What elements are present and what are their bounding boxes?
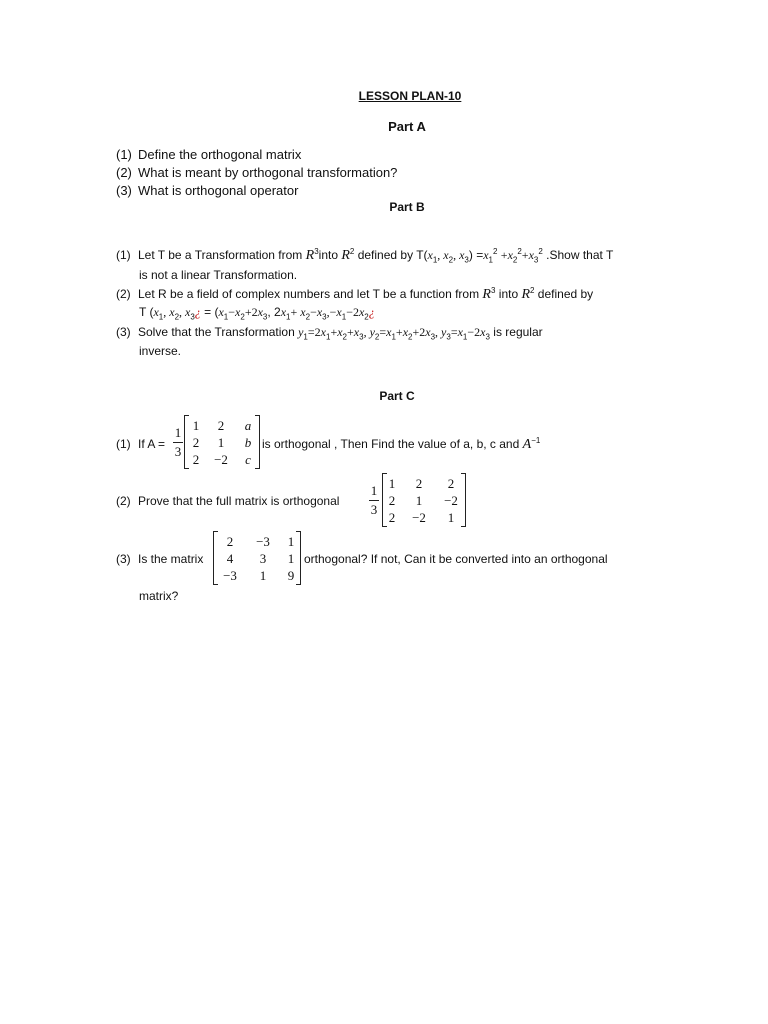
part-b-question-2: (2) Let R be a field of complex numbers and let T be a function from $R^3$ into $R^2$ defined by bbox=[116, 286, 594, 302]
part-c-q1-fraction: 1 3 bbox=[174, 425, 182, 459]
part-a-heading: Part A bbox=[388, 119, 426, 134]
part-c-q3-matrix: 2 −3 1 4 3 1 −3 1 9 bbox=[213, 531, 301, 585]
part-c-question-3-prefix: (3) Is the matrix bbox=[116, 552, 204, 566]
part-c-question-3-line2: matrix? bbox=[139, 589, 179, 603]
part-b-question-3: (3) Solve that the Transformation $y_1=2x_1+x_2+x_3$, $y_2=x_1+x_2+2x_3$, $y_3=x_1-2x_3$ is regular bbox=[116, 325, 543, 342]
part-c-question-3-text: orthogonal? If not, Can it be converted into an orthogonal bbox=[304, 552, 608, 566]
part-a-item-1: (1) Define the orthogonal matrix bbox=[116, 147, 302, 162]
part-c-question-2-text: (2) Prove that the full matrix is orthogonal bbox=[116, 494, 340, 508]
document-title: LESSON PLAN-10 bbox=[358, 89, 462, 103]
part-b-question-1-line2: is not a linear Transformation. bbox=[139, 268, 298, 282]
part-c-q2-fraction: 1 3 bbox=[370, 483, 378, 517]
part-a-item-2: (2) What is meant by orthogonal transformation? bbox=[116, 165, 398, 180]
part-c-q1-matrix: 1 2 a 2 1 b 2 −2 c bbox=[184, 415, 260, 469]
part-b-question-3-line2: inverse. bbox=[139, 344, 182, 358]
part-b-question-1: (1) Let T be a Transformation from $R^3into$ $R^2$ defined by $T(x_1$, $x_2$, $x_3) =x_1^2 +x_2^2+x_3^2$ .Show that T bbox=[116, 247, 614, 265]
part-c-question-1-prefix: (1) If A = bbox=[116, 437, 166, 451]
part-b-question-2-line2: T ($x_1$, $x_2$, $x_3¿ = (x_1-x_2+2x_3$, $2x_1+$ $x_2-x_3,-x_1-2x_2¿$ bbox=[139, 305, 375, 322]
part-a-item-3: (3) What is orthogonal operator bbox=[116, 183, 299, 198]
part-b-heading: Part B bbox=[389, 200, 425, 214]
part-c-q2-matrix: 1 2 2 2 1 −2 2 −2 1 bbox=[382, 473, 466, 527]
part-c-question-1-text: is orthogonal , Then Find the value of a, b, c and $A^{-1}$ bbox=[262, 436, 541, 452]
part-c-heading: Part C bbox=[379, 389, 415, 403]
